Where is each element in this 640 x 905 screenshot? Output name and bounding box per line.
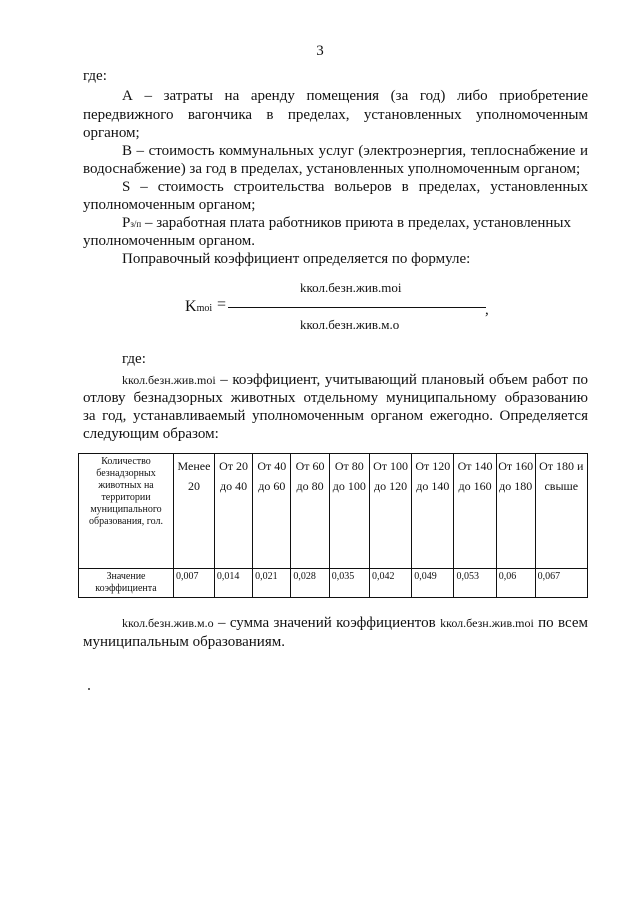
formula-kmoi	[180, 280, 500, 340]
def-p-text: – заработная плата работников приюта в пределах, установленных	[141, 215, 571, 231]
value-cell: 0,028	[291, 569, 329, 598]
range-cell: От 120 до 140	[412, 454, 454, 569]
page-number: 3	[316, 43, 324, 59]
range-cell: Менее 20	[174, 454, 215, 569]
formula-equals: =	[217, 296, 227, 313]
def-a-line2: передвижного вагончика в пределах, установленных уполномоченным	[83, 107, 588, 123]
where-label-1: где:	[83, 68, 107, 84]
fraction-bar	[228, 307, 486, 308]
def-k-line3: за год, устанавливаемый уполномоченным органом ежегодно. Определяется	[83, 408, 588, 424]
range-cell: От 140 до 160	[454, 454, 496, 569]
def-k-line1	[122, 371, 588, 389]
scan-speck	[88, 688, 90, 690]
def-p-line1	[122, 214, 588, 233]
def-kmo-end: по всем	[533, 615, 588, 631]
def-k-line4: следующим образом:	[83, 426, 219, 442]
coefficient-table	[78, 453, 588, 598]
range-cell: От 40 до 60	[253, 454, 291, 569]
def-kmo-line1	[122, 614, 588, 632]
def-kmo-mid: – сумма значений коэффициентов	[213, 615, 441, 631]
formula-numerator: kкол.безн.жив.moi	[300, 280, 402, 295]
value-cell: 0,021	[253, 569, 291, 598]
formula-lhs-subscript: moi	[196, 303, 213, 314]
value-cell: 0,06	[496, 569, 535, 598]
range-cell: От 60 до 80	[291, 454, 329, 569]
value-cell: 0,053	[454, 569, 496, 598]
k-symbol: kкол.безн.жив.moi	[122, 373, 216, 387]
where-label-2: где:	[122, 351, 146, 367]
formula-comma: ,	[485, 302, 489, 318]
def-s-line1: S – стоимость строительства вольеров в пределах, установленных	[122, 179, 588, 195]
def-k-line2: отлову безнадзорных животных отдельному муниципальному образованию	[83, 390, 588, 406]
def-b-line2: водоснабжение) за год в пределах, установленных уполномоченным органом;	[83, 161, 581, 177]
table-row-values	[79, 569, 588, 598]
range-cell: От 180 и свыше	[535, 454, 587, 569]
formula-lhs: Kmoi	[185, 298, 213, 315]
value-cell: 0,049	[412, 569, 454, 598]
def-a-line1: А – затраты на аренду помещения (за год) либо приобретение	[122, 88, 588, 104]
def-kmo-line2: муниципальным образованиям.	[83, 634, 285, 650]
formula-denominator: kкол.безн.жив.м.о	[300, 317, 400, 332]
range-cell: От 100 до 120	[369, 454, 411, 569]
def-b-line1: В – стоимость коммунальных услуг (электроэнергия, теплоснабжение и	[122, 143, 588, 159]
value-cell: 0,007	[174, 569, 215, 598]
value-cell: 0,042	[369, 569, 411, 598]
p-subscript: з/п	[130, 219, 142, 229]
header-cell-value: Значение коэффициента	[79, 569, 174, 598]
def-p-line2: уполномоченным органом.	[83, 233, 256, 249]
def-k-text: – коэффициент, учитывающий плановый объем работ по	[215, 372, 588, 388]
range-cell: От 160 до 180	[496, 454, 535, 569]
value-cell: 0,067	[535, 569, 587, 598]
value-cell: 0,035	[329, 569, 369, 598]
range-cell: От 20 до 40	[214, 454, 252, 569]
value-cell: 0,014	[214, 569, 252, 598]
header-cell-count: Количество безнадзорных животных на территории муниципального образования, гол.	[79, 454, 174, 569]
table-row-ranges	[79, 454, 588, 569]
kmo-symbol: kкол.безн.жив.м.о	[122, 616, 214, 630]
formula-intro: Поправочный коэффициент определяется по формуле:	[122, 251, 471, 267]
def-a-line3: органом;	[83, 125, 140, 141]
kmoi-symbol: kкол.безн.жив.moi	[440, 616, 534, 630]
range-cell: От 80 до 100	[329, 454, 369, 569]
def-s-line2: уполномоченным органом;	[83, 197, 256, 213]
p-symbol: Р	[122, 215, 131, 231]
